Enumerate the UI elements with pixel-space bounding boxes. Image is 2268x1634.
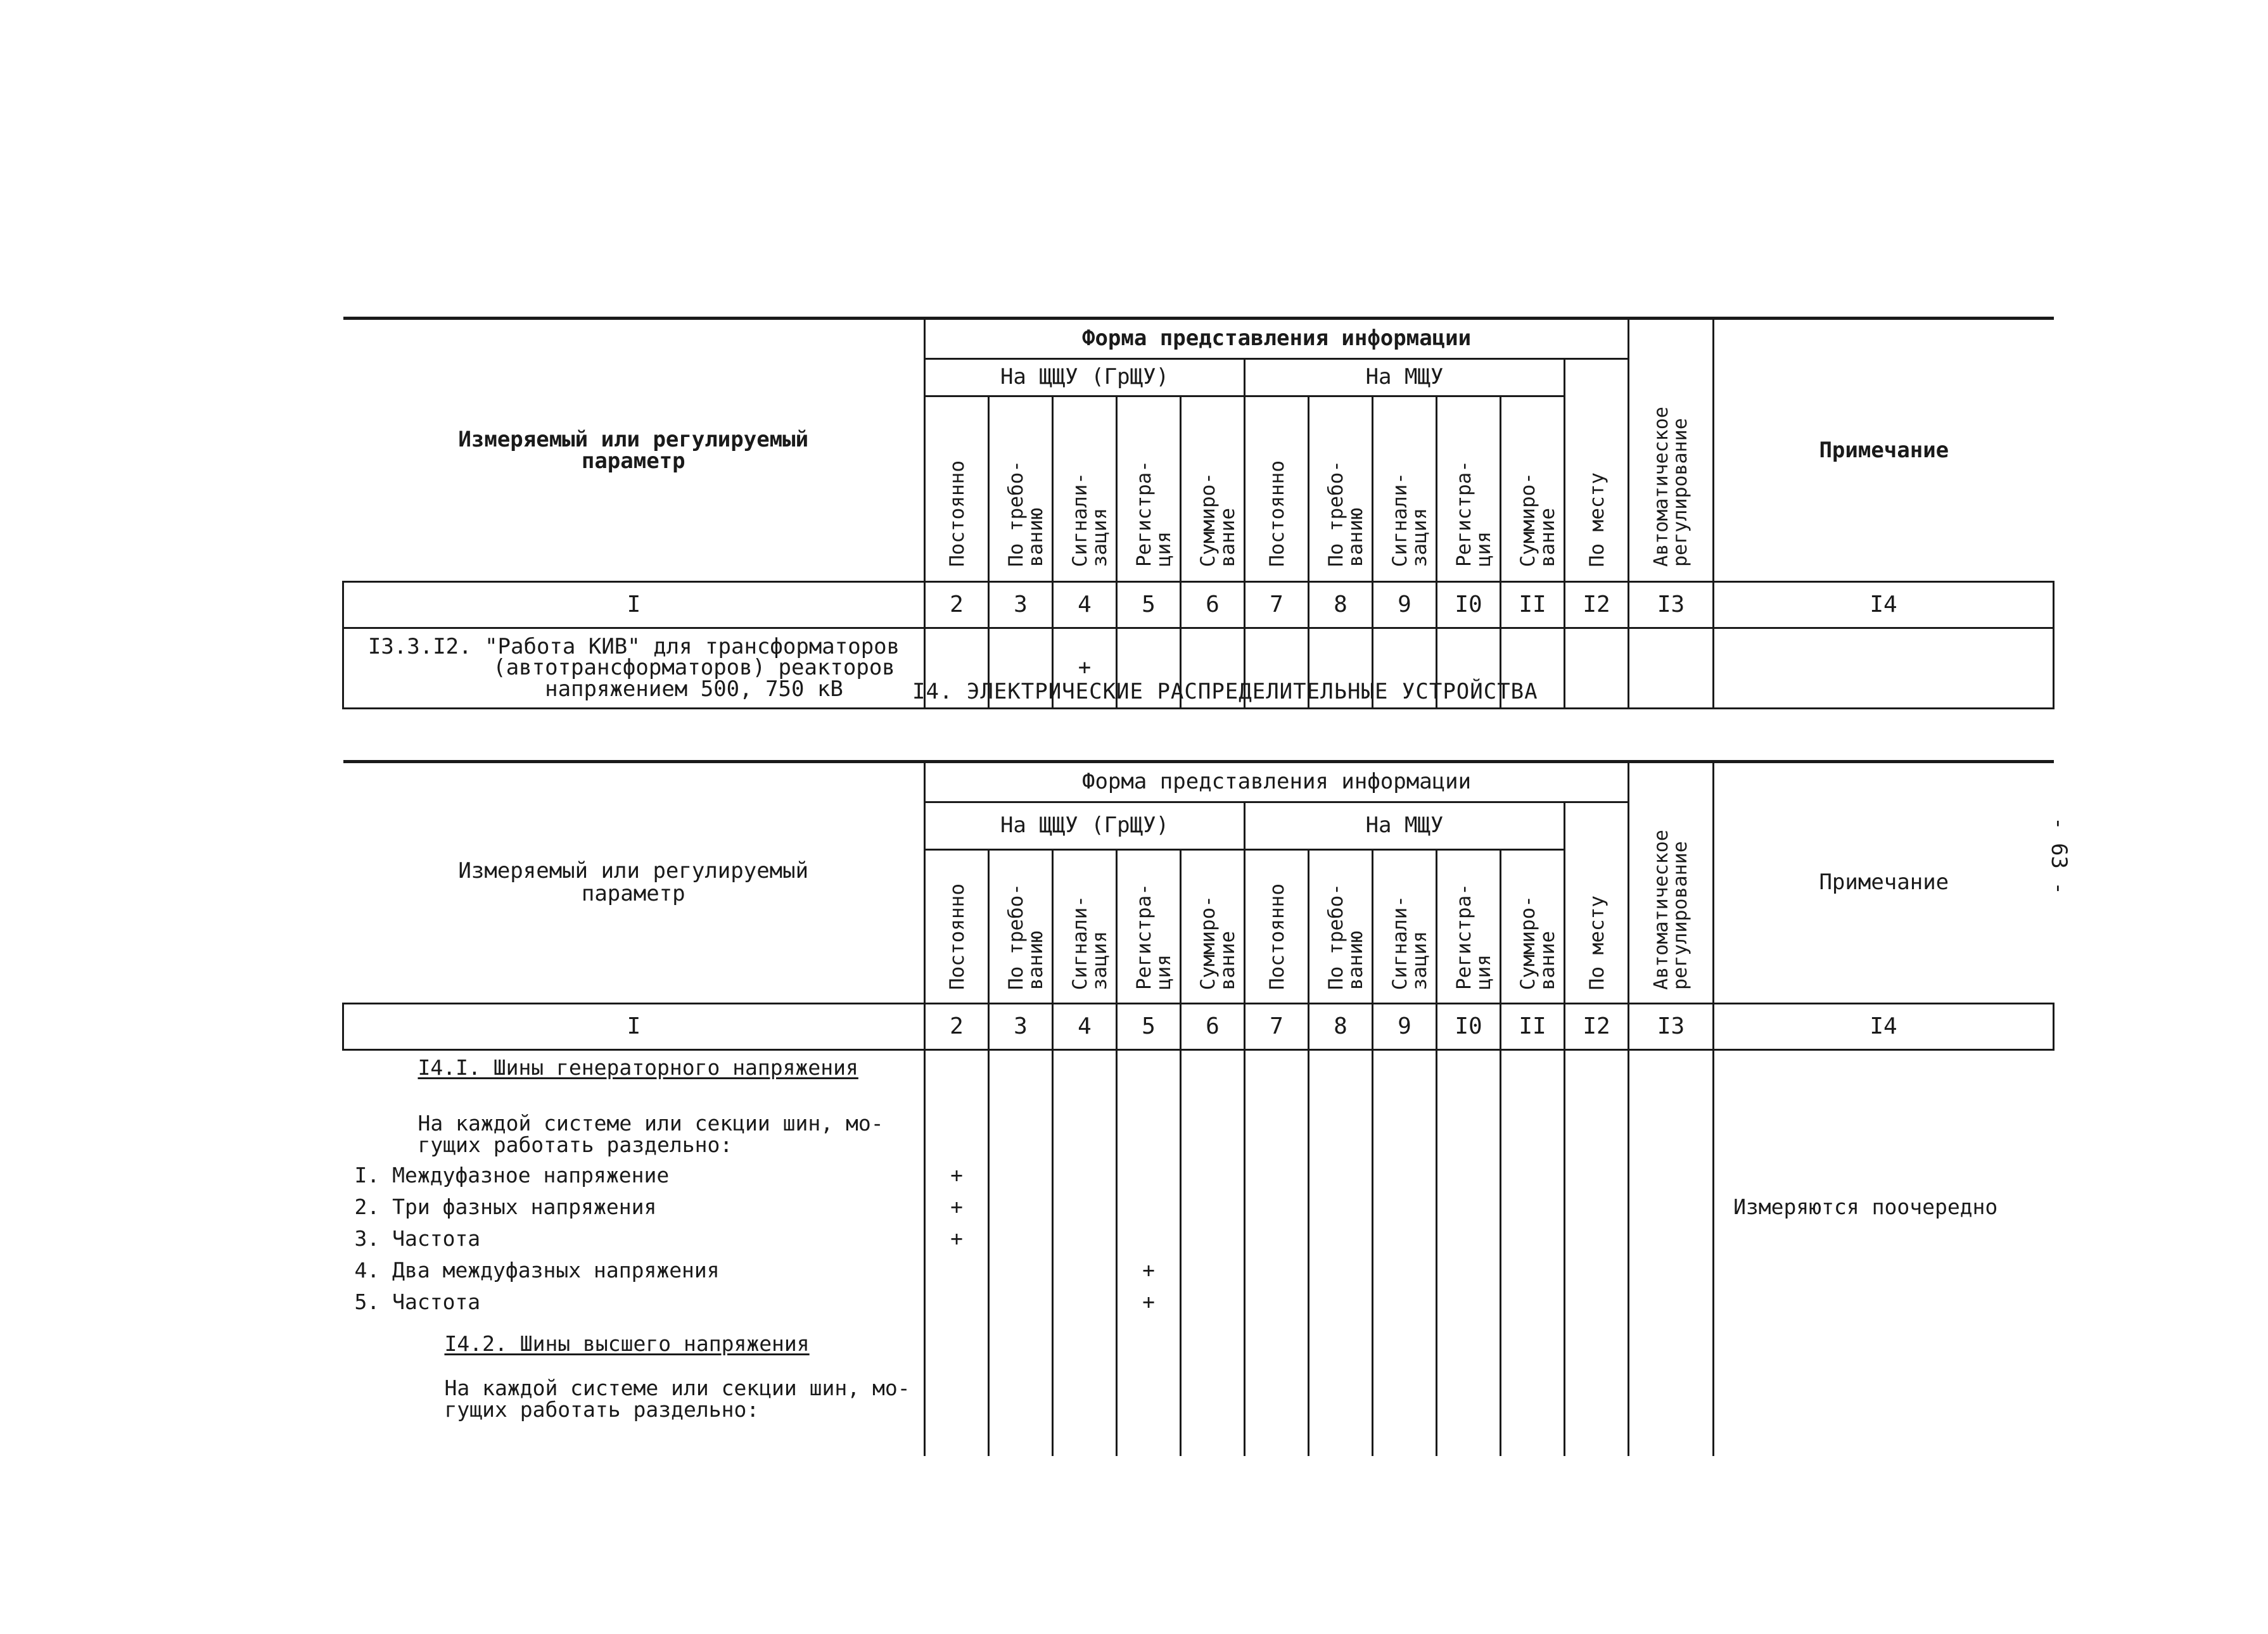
header-col-on-site: По месту [1565, 359, 1629, 582]
mark-constant: + [950, 1163, 963, 1188]
header-col: По требо- ванию [989, 396, 1053, 582]
note-text: Измеряются поочередно [1733, 1194, 1998, 1219]
mark-constant: + [950, 1226, 963, 1251]
col-number: 6 [1181, 582, 1245, 628]
subsection-intro-line: гущих работать раздельно: [444, 1397, 760, 1422]
subsection-title-generator-bus: I4.I. Шины генераторного напряжения [417, 1055, 858, 1080]
col-number: 4 [1053, 582, 1117, 628]
col-number: 6 [1181, 1004, 1245, 1050]
body-col-2 [925, 1050, 989, 1457]
col-number: 3 [989, 1004, 1053, 1050]
header-col: Сигнали- зация [1373, 396, 1437, 582]
col-number: I2 [1565, 582, 1629, 628]
list-item: I. Междуфазное напряжение [354, 1163, 670, 1188]
mark-constant: + [950, 1194, 963, 1219]
header-col: Постоянно [925, 396, 989, 582]
body-param-cell [343, 1050, 925, 1457]
header-form: Форма представления информации [925, 762, 1629, 802]
list-item: 3. Частота [354, 1226, 481, 1251]
body-note-cell [1714, 1050, 2054, 1457]
col-number: I0 [1437, 1004, 1501, 1050]
header-col: Суммиро- вание [1181, 396, 1245, 582]
header-col: Суммиро- вание [1501, 850, 1565, 1004]
header-col: Регистра- ция [1117, 396, 1181, 582]
header-group-local: На МЩУ [1245, 359, 1565, 396]
header-param: Измеряемый или регулируемый параметр [343, 762, 925, 1004]
col-number: I [343, 1004, 925, 1050]
header-group-central: На ЩЩУ (ГрЩУ) [925, 359, 1245, 396]
row-param-kiv: I3.3.I2. "Работа КИВ" для трансформаторов (автотрансформаторов) реакторов напряжением 500, 750 кВ [343, 628, 925, 709]
mark-registration: + [1142, 1289, 1155, 1314]
header-form: Форма представления информации [925, 319, 1629, 359]
header-col: По требо- ванию [1309, 850, 1373, 1004]
header-col-auto: Автоматическое регулирование [1629, 319, 1714, 582]
list-item: 2. Три фазных напряжения [354, 1194, 657, 1219]
header-col: Суммиро- вание [1181, 850, 1245, 1004]
mark-signalization: + [1053, 628, 1117, 709]
col-number: 2 [925, 582, 989, 628]
header-group-central: На ЩЩУ (ГрЩУ) [925, 802, 1245, 850]
header-col: Регистра- ция [1117, 850, 1181, 1004]
page-number: - 63 - [2046, 817, 2072, 895]
col-number: I [343, 582, 925, 628]
list-item: 4. Два междуфазных напряжения [354, 1258, 720, 1282]
col-number: 5 [1117, 1004, 1181, 1050]
header-col: Постоянно [925, 850, 989, 1004]
header-param: Измеряемый или регулируемый параметр [343, 319, 925, 582]
subsection-intro-line: На каждой системе или секции шин, мо- [444, 1376, 910, 1400]
list-item: 5. Частота [354, 1289, 481, 1314]
subsection-intro-line: На каждой системе или секции шин, мо- [417, 1111, 884, 1136]
col-number: 8 [1309, 1004, 1373, 1050]
header-col-auto: Автоматическое регулирование [1629, 762, 1714, 1004]
column-number-row [343, 1004, 2054, 1050]
subsection-title-high-voltage-bus: I4.2. Шины высшего напряжения [444, 1331, 810, 1356]
col-number: I4 [1714, 1004, 2054, 1050]
header-col: Постоянно [1245, 850, 1309, 1004]
body-col-5 [1117, 1050, 1181, 1457]
col-number: 8 [1309, 582, 1373, 628]
section-title: I4. ЭЛЕКТРИЧЕСКИЕ РАСПРЕДЕЛИТЕЛЬНЫЕ УСТРОЙСТВА [912, 679, 1538, 704]
col-number: 9 [1373, 582, 1437, 628]
header-col: Регистра- ция [1437, 850, 1501, 1004]
subsection-intro-line: гущих работать раздельно: [417, 1132, 733, 1157]
col-number: 7 [1245, 582, 1309, 628]
header-col: Сигнали- зация [1373, 850, 1437, 1004]
header-note: Примечание [1714, 319, 2054, 582]
col-number: I3 [1629, 1004, 1714, 1050]
column-number-row [343, 582, 2054, 628]
col-number: 5 [1117, 582, 1181, 628]
col-number: 4 [1053, 1004, 1117, 1050]
header-col: По требо- ванию [1309, 396, 1373, 582]
header-col: Суммиро- вание [1501, 396, 1565, 582]
header-group-local: На МЩУ [1245, 802, 1565, 850]
col-number: 3 [989, 582, 1053, 628]
col-number: 7 [1245, 1004, 1309, 1050]
header-note: Примечание [1714, 762, 2054, 1004]
col-number: I2 [1565, 1004, 1629, 1050]
col-number: I3 [1629, 582, 1714, 628]
col-number: II [1501, 1004, 1565, 1050]
measurement-table-1 [342, 317, 2055, 709]
col-number: 9 [1373, 1004, 1437, 1050]
header-col: Постоянно [1245, 396, 1309, 582]
header-col: Сигнали- зация [1053, 850, 1117, 1004]
measurement-table-2 [342, 760, 2055, 1456]
header-col: Сигнали- зация [1053, 396, 1117, 582]
col-number: I4 [1714, 582, 2054, 628]
col-number: II [1501, 582, 1565, 628]
header-col: По требо- ванию [989, 850, 1053, 1004]
header-col-on-site: По месту [1565, 802, 1629, 1004]
table-body [343, 1050, 2054, 1457]
col-number: 2 [925, 1004, 989, 1050]
header-col: Регистра- ция [1437, 396, 1501, 582]
mark-registration: + [1142, 1258, 1155, 1282]
col-number: I0 [1437, 582, 1501, 628]
